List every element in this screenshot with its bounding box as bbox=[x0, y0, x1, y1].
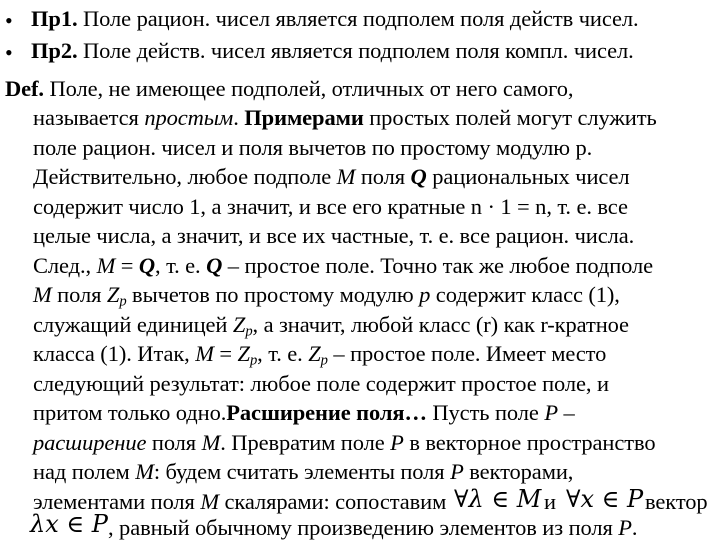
formula-lambda-x-in-P: λx ∈ P bbox=[30, 510, 108, 538]
def-line-10: класса (1). Итак, $M = Z_p$, т. е. $Z_p$ – простое поле. Имеет место bbox=[33, 341, 607, 369]
def-line-16: , равный обычному произведению элементов из поля P. bbox=[108, 515, 638, 540]
def-label: Def. bbox=[5, 76, 44, 101]
term-field-extension: Расширение поля… bbox=[226, 400, 427, 425]
term-examples: Примерами bbox=[244, 105, 364, 130]
def-line-1: Def. Поле, не имеющее подполей, отличных от него самого, bbox=[5, 76, 574, 101]
def-line-4: Действительно, любое подполе M поля Q рациональных чисел bbox=[33, 164, 630, 189]
bullet-item-pr1 bbox=[31, 5, 639, 32]
word-vector: вектор bbox=[645, 489, 708, 514]
def-line-9: служащий единицей $Z_p$, а значит, любой класс (r) как r-кратное bbox=[33, 312, 629, 340]
def-line-7: След., M = Q, т. е. Q – простое поле. Точно так же любое подполе bbox=[33, 253, 654, 278]
def-line-5: содержит число 1, а значит, и все его кратные n · 1 = n, т. е. все bbox=[33, 194, 628, 219]
term-simple: простым bbox=[144, 105, 234, 130]
bullet-item-pr2 bbox=[31, 37, 634, 64]
bullet-text: Поле рацион. чисел является подполем поля действ чисел. bbox=[77, 6, 639, 31]
def-line-15: элементами поля M скалярами: сопоставим bbox=[33, 489, 447, 514]
term-extension: расширение bbox=[33, 430, 147, 455]
def-line-13: расширение поля M. Превратим поле P в векторное пространство bbox=[33, 430, 656, 455]
formula-forall-lambda-in-M: ∀λ ∈ M bbox=[454, 485, 542, 513]
bullet-text: Поле действ. чисел является подполем поля компл. чисел. bbox=[77, 38, 634, 63]
def-line-11: следующий результат: любое поле содержит простое поле, и bbox=[33, 371, 609, 396]
def-line-14: над полем M: будем считать элементы поля P векторами, bbox=[33, 459, 574, 484]
formula-forall-x-in-P: ∀x ∈ P bbox=[566, 485, 644, 513]
bullet-term: Пр1. bbox=[31, 6, 78, 31]
bullet-marker: • bbox=[5, 40, 13, 65]
def-line-3: поле рацион. чисел и поля вычетов по простому модулю р. bbox=[33, 135, 593, 160]
bullet-marker: • bbox=[5, 8, 13, 33]
def-line-12: притом только одно.Расширение поля… Пусть поле P – bbox=[33, 400, 575, 425]
bullet-term: Пр2. bbox=[31, 38, 78, 63]
def-line-2: называется простым. Примерами простых полей могут служить bbox=[33, 105, 657, 130]
def-line-8: M поля $Z_p$ вычетов по простому модулю p содержит класс (1), bbox=[33, 282, 620, 310]
def-line-6: целые числа, а значит, и все их частные, т. е. все рацион. числа. bbox=[33, 223, 635, 248]
conjunction-and: и bbox=[544, 489, 556, 514]
